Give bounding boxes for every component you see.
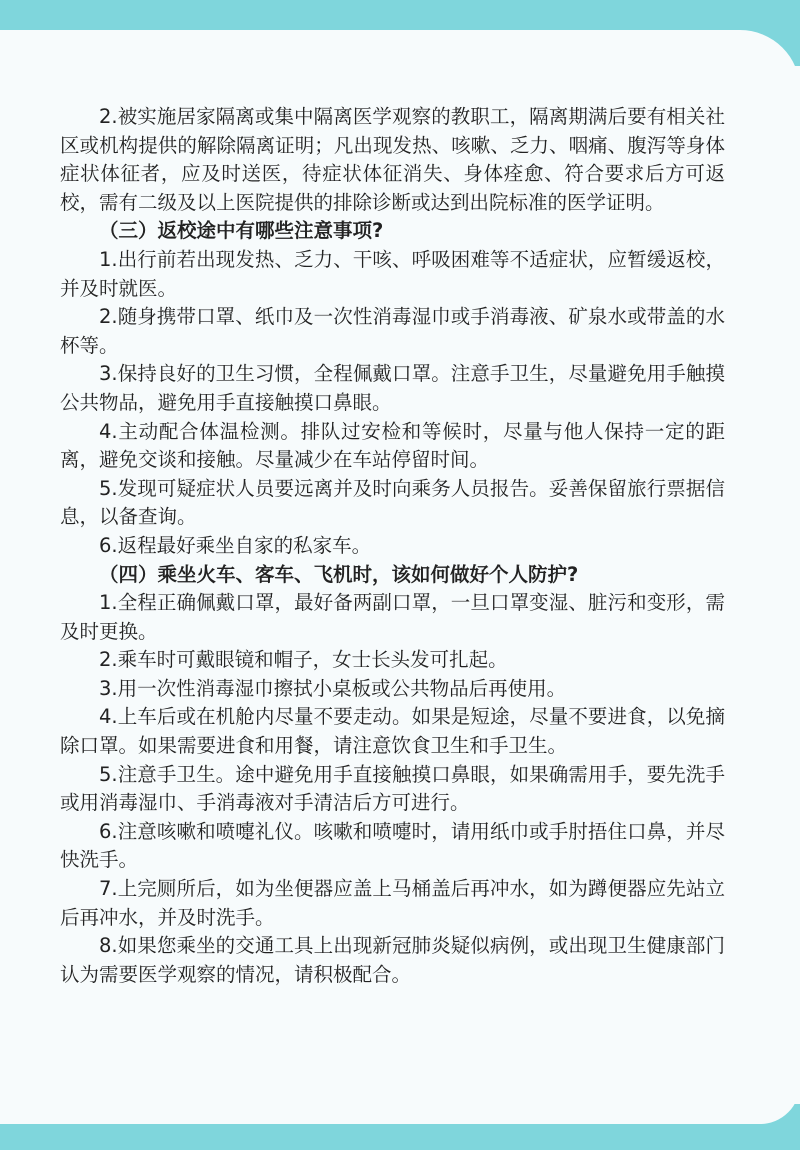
- bottom-page-curve: [0, 1084, 800, 1124]
- top-page-curve: [0, 30, 800, 90]
- paragraph-item: 5.注意手卫生。途中避免用手直接触摸口鼻眼，如果确需用手，要先洗手或用消毒湿巾、手消毒液对手清洁后方可进行。: [60, 762, 725, 815]
- paragraph-item: 4.上车后或在机舱内尽量不要走动。如果是短途，尽量不要进食，以免摘除口罩。如果需要进食和用餐，请注意饮食卫生和手卫生。: [60, 705, 725, 758]
- section-heading-transport-protection: （四）乘坐火车、客车、飞机时，该如何做好个人防护?: [99, 562, 579, 586]
- paragraph-item: 1.全程正确佩戴口罩，最好备两副口罩，一旦口罩变湿、脏污和变形，需及时更换。: [60, 591, 725, 643]
- paragraph-item: 3.保持良好的卫生习惯，全程佩戴口罩。注意手卫生，尽量避免用手触摸公共物品，避免用手直接触摸口鼻眼。: [60, 362, 725, 414]
- paragraph-item: 4.主动配合体温检测。排队过安检和等候时，尽量与他人保持一定的距离，避免交谈和接触。尽量减少在车站停留时间。: [60, 419, 725, 472]
- paragraph-item: 6.返程最好乘坐自家的私家车。: [99, 533, 372, 557]
- section-heading-return-trip: （三）返校途中有哪些注意事项?: [99, 219, 384, 243]
- bottom-decor-band: [0, 1104, 800, 1150]
- document-body: [60, 103, 725, 989]
- paragraph-item: 3.用一次性消毒湿巾擦拭小桌板或公共物品后再使用。: [99, 676, 567, 700]
- paragraph-item: 5.发现可疑症状人员要远离并及时向乘务人员报告。妥善保留旅行票据信息，以备查询。: [60, 476, 725, 529]
- paragraph-item: 2.乘车时可戴眼镜和帽子，女士长头发可扎起。: [99, 648, 508, 672]
- top-decor-band: [0, 0, 800, 66]
- paragraph-item: 8.如果您乘坐的交通工具上出现新冠肺炎疑似病例，或出现卫生健康部门认为需要医学观察的情况，请积极配合。: [60, 934, 725, 986]
- paragraph-staff-quarantine: 2.被实施居家隔离或集中隔离医学观察的教职工，隔离期满后要有相关社区或机构提供的解除隔离证明；凡出现发热、咳嗽、乏力、咽痛、腹泻等身体症状体征者，应及时送医，待症状体征消失、身体痊愈、符合要求后方可返校，需有二级及以上医院提供的排除诊断或达到出院标准的医学证明。: [60, 105, 725, 214]
- paragraph-item: 6.注意咳嗽和喷嚏礼仪。咳嗽和喷嚏时，请用纸巾或手肘捂住口鼻，并尽快洗手。: [60, 819, 725, 872]
- paragraph-item: 7.上完厕所后，如为坐便器应盖上马桶盖后再冲水，如为蹲便器应先站立后再冲水，并及时洗手。: [60, 877, 725, 929]
- paragraph-item: 1.出行前若出现发热、乏力、干咳、呼吸困难等不适症状，应暂缓返校，并及时就医。: [60, 247, 725, 300]
- paragraph-item: 2.随身携带口罩、纸巾及一次性消毒湿巾或手消毒液、矿泉水或带盖的水杯等。: [60, 305, 725, 357]
